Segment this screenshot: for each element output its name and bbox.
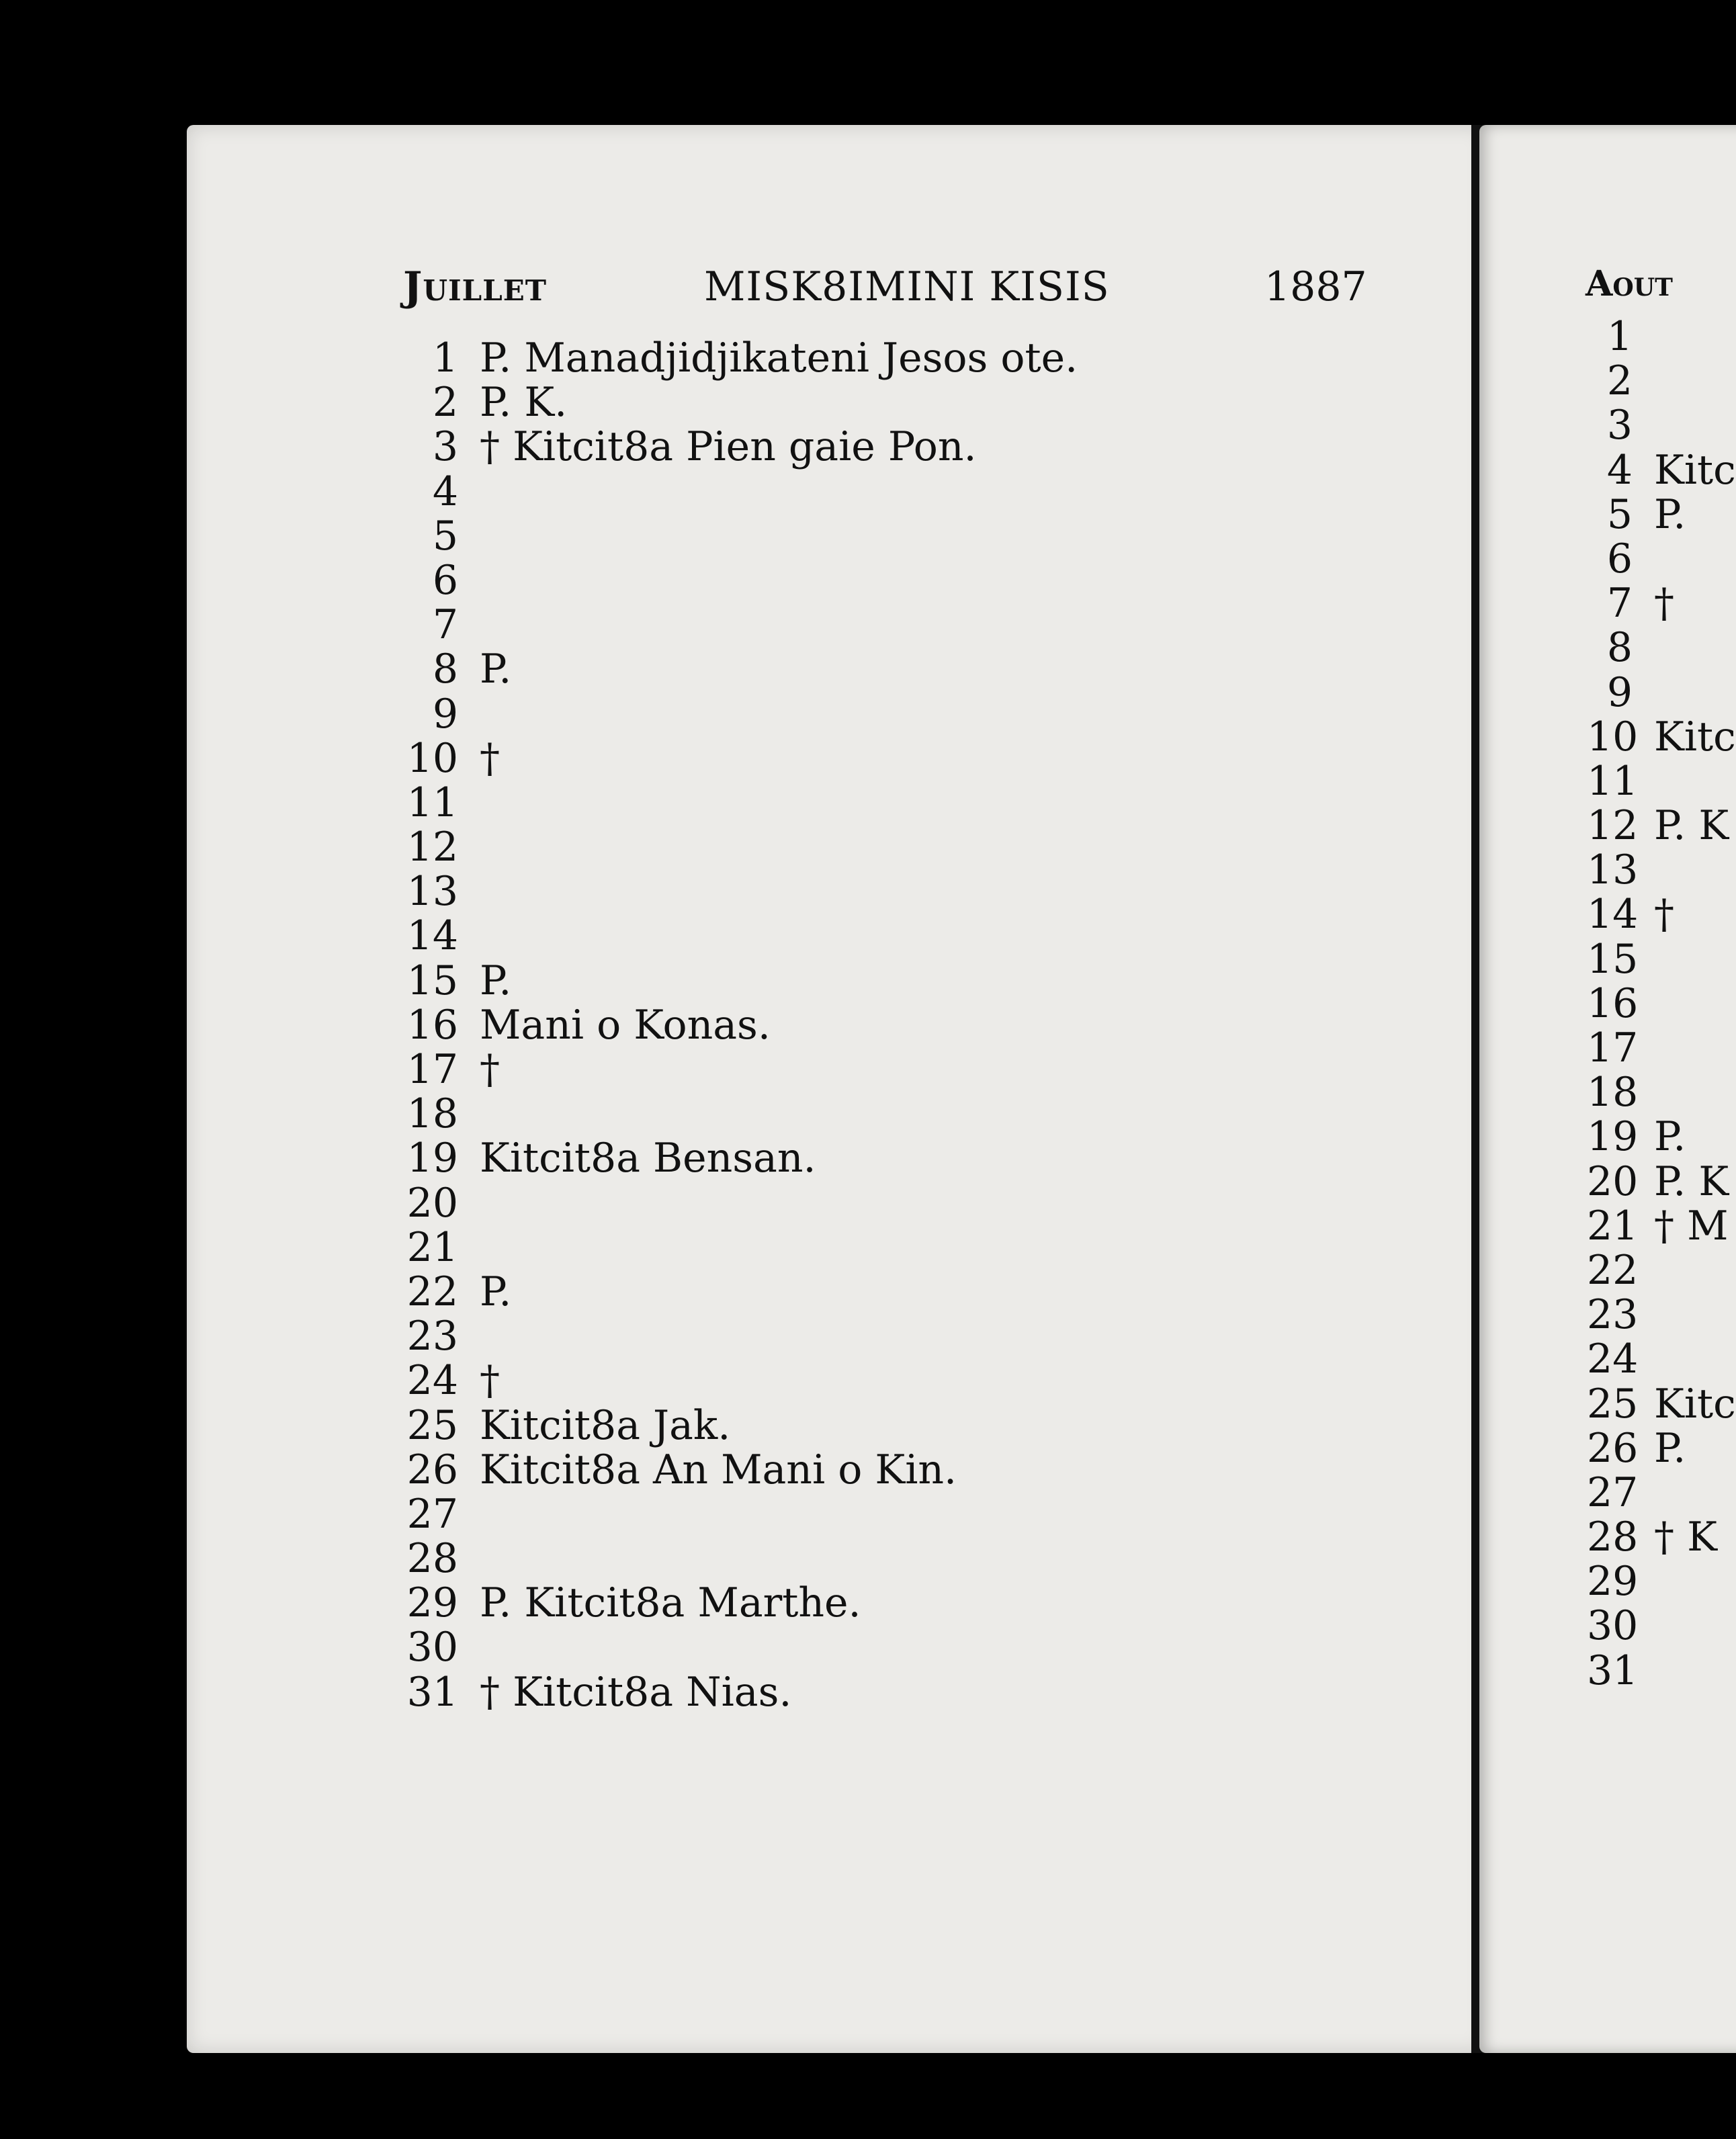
day-row [1587, 715, 1736, 759]
day-number: 17 [1587, 1024, 1639, 1072]
day-number: 28 [1587, 1514, 1639, 1561]
day-row [395, 1492, 1078, 1536]
day-row [1587, 1293, 1736, 1337]
calendar-year: 1887 [1264, 263, 1367, 310]
day-number: 23 [1587, 1291, 1639, 1339]
day-number: 22 [406, 1268, 458, 1315]
day-row [395, 959, 1078, 1003]
day-number: 1 [432, 335, 458, 382]
day-number: 7 [1606, 580, 1633, 627]
day-number: 26 [406, 1446, 458, 1493]
day-row [1587, 1604, 1736, 1648]
day-row [395, 1625, 1078, 1669]
day-number: 25 [406, 1401, 458, 1449]
day-entry: P. [1654, 490, 1686, 538]
day-number: 19 [406, 1135, 458, 1182]
day-entry: † [480, 1046, 500, 1093]
day-number: 11 [1587, 757, 1639, 805]
day-row [395, 425, 1078, 469]
day-entry: P. [480, 957, 512, 1004]
day-number: 31 [1587, 1647, 1639, 1694]
day-row [1587, 1559, 1736, 1604]
day-row [395, 692, 1078, 736]
day-row [1587, 314, 1736, 359]
day-row [1587, 1160, 1736, 1204]
day-entry: Kitc [1654, 713, 1736, 760]
day-number: 29 [406, 1579, 458, 1627]
day-number: 27 [406, 1490, 458, 1538]
day-entry: Kitc [1654, 446, 1736, 494]
day-row [1587, 1649, 1736, 1693]
day-row [1587, 1248, 1736, 1293]
day-number: 21 [1587, 1202, 1639, 1250]
day-number: 31 [406, 1668, 458, 1716]
left-day-list [395, 336, 1078, 1714]
day-row [395, 558, 1078, 603]
day-row [1587, 581, 1736, 625]
day-entry: P. K [1654, 802, 1729, 850]
day-number: 28 [406, 1535, 458, 1583]
day-number: 6 [1606, 535, 1633, 582]
day-row [395, 1314, 1078, 1358]
day-number: 6 [432, 556, 458, 604]
day-entry: Kitc [1654, 1380, 1736, 1428]
day-row [395, 603, 1078, 647]
day-number: 1 [1606, 313, 1633, 360]
day-entry: † Kitcit8a Nias. [480, 1668, 792, 1716]
day-number: 14 [1587, 891, 1639, 938]
day-row [395, 781, 1078, 825]
day-entry: P. [1654, 1424, 1686, 1472]
day-entry: † M [1654, 1202, 1729, 1250]
day-number: 16 [406, 1001, 458, 1049]
day-entry: P. Manadjidjikateni Jesos ote. [480, 335, 1078, 382]
day-entry: P. K. [480, 379, 568, 427]
day-number: 2 [432, 379, 458, 427]
day-row [395, 914, 1078, 958]
day-row [395, 1403, 1078, 1448]
day-number: 26 [1587, 1424, 1639, 1472]
day-row [1587, 403, 1736, 447]
day-row [395, 825, 1078, 869]
day-row [1587, 759, 1736, 803]
day-number: 5 [1606, 490, 1633, 538]
day-number: 23 [406, 1313, 458, 1360]
day-entry: † [1654, 580, 1674, 627]
day-number: 19 [1587, 1113, 1639, 1161]
day-entry: P. [480, 646, 512, 693]
day-number: 4 [1606, 446, 1633, 494]
day-row [1587, 537, 1736, 581]
day-row [1587, 892, 1736, 936]
day-number: 15 [406, 957, 458, 1004]
day-row [395, 1181, 1078, 1225]
day-row [395, 1448, 1078, 1492]
day-row [1587, 1026, 1736, 1070]
day-entry: P. Kitcit8a Marthe. [480, 1579, 861, 1627]
day-row [1587, 670, 1736, 715]
day-number: 7 [432, 601, 458, 649]
day-number: 22 [1587, 1246, 1639, 1294]
day-row [1587, 1471, 1736, 1515]
day-number: 16 [1587, 979, 1639, 1027]
day-row [395, 1536, 1078, 1581]
day-entry: Kitcit8a Jak. [480, 1401, 731, 1449]
day-number: 13 [406, 868, 458, 916]
day-row [1587, 359, 1736, 403]
day-number: 18 [1587, 1069, 1639, 1117]
day-row [1587, 937, 1736, 981]
day-row [395, 1047, 1078, 1092]
day-row [1587, 1382, 1736, 1426]
day-entry: † Kitcit8a Pien gaie Pon. [480, 423, 977, 471]
right-day-list [1587, 314, 1736, 1693]
day-entry: † [480, 734, 500, 782]
day-row [1587, 848, 1736, 892]
day-row [1587, 981, 1736, 1026]
day-row [395, 514, 1078, 558]
day-row [1587, 448, 1736, 492]
day-number: 18 [406, 1090, 458, 1138]
day-number: 20 [1587, 1158, 1639, 1205]
day-number: 9 [1606, 668, 1633, 716]
day-number: 15 [1587, 935, 1639, 983]
right-month-heading: Aout [1586, 263, 1673, 304]
day-row [395, 380, 1078, 425]
day-row [395, 1092, 1078, 1136]
day-number: 24 [406, 1357, 458, 1405]
day-number: 10 [406, 734, 458, 782]
day-entry: P. K [1654, 1158, 1729, 1205]
day-entry: Kitcit8a An Mani o Kin. [480, 1446, 957, 1493]
day-number: 29 [1587, 1558, 1639, 1606]
day-number: 10 [1587, 713, 1639, 760]
day-row [395, 1358, 1078, 1403]
day-row [395, 1136, 1078, 1180]
day-number: 12 [406, 824, 458, 871]
day-number: 21 [406, 1223, 458, 1271]
day-row [1587, 1070, 1736, 1115]
day-row [395, 1225, 1078, 1270]
day-number: 11 [406, 779, 458, 826]
day-entry: † K [1654, 1514, 1717, 1561]
day-number: 27 [1587, 1469, 1639, 1516]
day-entry: † [480, 1357, 500, 1405]
day-row [395, 1581, 1078, 1625]
day-number: 30 [406, 1624, 458, 1671]
day-row [1587, 492, 1736, 537]
day-number: 20 [406, 1179, 458, 1227]
day-row [395, 470, 1078, 514]
day-row [395, 336, 1078, 380]
calendar-title: MISK8IMINI KISIS [704, 263, 1110, 310]
day-row [1587, 1426, 1736, 1471]
day-row [395, 869, 1078, 914]
day-number: 4 [432, 468, 458, 515]
day-number: 17 [406, 1046, 458, 1093]
day-number: 2 [1606, 357, 1633, 405]
day-entry: P. [480, 1268, 512, 1315]
day-number: 9 [432, 690, 458, 738]
day-row [395, 736, 1078, 781]
day-row [395, 647, 1078, 691]
day-number: 8 [1606, 624, 1633, 672]
day-number: 5 [432, 512, 458, 560]
day-row [1587, 803, 1736, 848]
day-row [1587, 625, 1736, 670]
day-number: 25 [1587, 1380, 1639, 1428]
day-row [395, 1003, 1078, 1047]
day-row [1587, 1204, 1736, 1248]
day-row [1587, 1337, 1736, 1381]
day-entry: Kitcit8a Bensan. [480, 1135, 816, 1182]
day-row [395, 1670, 1078, 1714]
left-month-heading: Juillet [403, 263, 547, 310]
day-number: 24 [1587, 1336, 1639, 1383]
day-number: 12 [1587, 802, 1639, 850]
day-row [1587, 1115, 1736, 1159]
day-entry: P. [1654, 1113, 1686, 1161]
day-number: 13 [1587, 846, 1639, 894]
day-number: 8 [432, 646, 458, 693]
day-row [395, 1270, 1078, 1314]
day-row [1587, 1515, 1736, 1559]
day-number: 14 [406, 912, 458, 960]
day-number: 30 [1587, 1602, 1639, 1650]
day-entry: † [1654, 891, 1674, 938]
day-entry: Mani o Konas. [480, 1001, 771, 1049]
day-number: 3 [1606, 402, 1633, 449]
day-number: 3 [432, 423, 458, 471]
